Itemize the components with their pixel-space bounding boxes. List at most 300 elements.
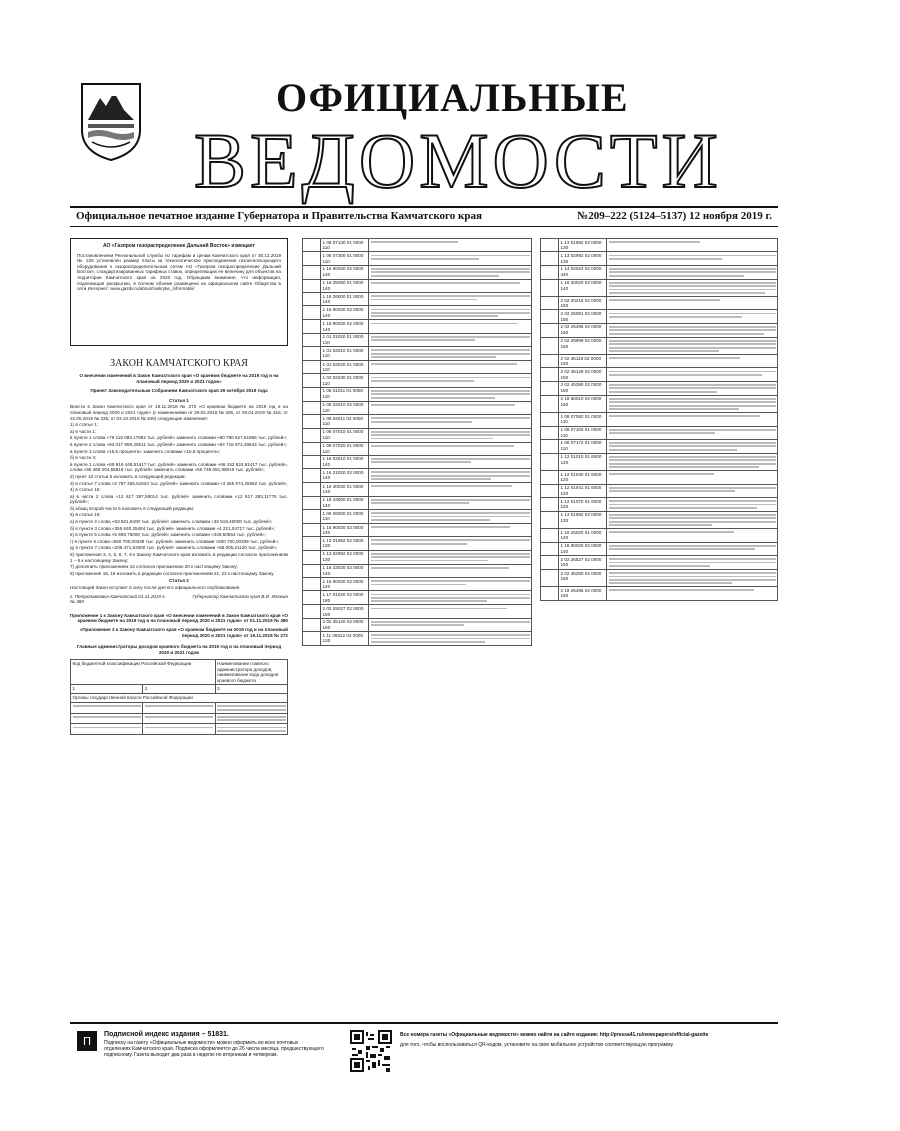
text-line (609, 572, 776, 574)
text-line (371, 526, 511, 528)
income-code-cell: 1 08 06000 01 0000 110 (321, 509, 369, 523)
text-line (371, 560, 489, 562)
table-row (303, 537, 532, 550)
admin-code-cell (303, 469, 321, 483)
text-line (371, 275, 500, 277)
text-line (371, 567, 509, 569)
admin-code-cell (541, 426, 559, 439)
text-line (371, 363, 517, 365)
table-row (303, 483, 532, 496)
table-row (541, 265, 778, 279)
text-line (609, 347, 776, 349)
attachment-3-heading: «Приложение 3 к Закону Камчатского края «О краевом бюджете на 2019 год и на плановый период 2020 и 2021 годов» от 19.11.2018 № 272 (79, 626, 288, 638)
income-code-cell: 2 19 25495 02 0000 150 (559, 587, 607, 600)
income-code-cell: 2 02 25527 02 0000 150 (559, 555, 607, 569)
description-cell (369, 279, 532, 292)
law-item: в пункте 3 слова «16,5 процента» заменить словами «15,8 процента»; (70, 448, 221, 454)
text-line (609, 562, 776, 564)
text-line (609, 579, 776, 581)
admin-code-cell (541, 310, 559, 323)
text-line (371, 309, 530, 311)
text-line (609, 558, 776, 560)
description-cell (607, 471, 778, 484)
admin-code-cell (303, 239, 321, 252)
table-row (541, 239, 778, 252)
description-cell (369, 293, 532, 306)
table-row (303, 320, 532, 333)
text-line (609, 466, 759, 468)
income-code-cell: 2 02 35118 02 0000 150 (559, 355, 607, 368)
admin-code-cell (303, 333, 321, 346)
description-cell (369, 537, 532, 550)
text-line (371, 268, 530, 270)
column-middle (302, 238, 532, 646)
income-code-cell: 1 01 02020 01 0000 110 (321, 361, 369, 374)
notice-heading: АО «Газпром газораспределение Дальний Восток» извещает (103, 243, 255, 249)
table-header-row (71, 660, 288, 685)
income-code-cell: 1 13 02992 02 0000 130 (559, 252, 607, 265)
law-item: 2) пункт 10 статьи 5 изложить в следующей редакции: (70, 473, 186, 479)
income-code-cell: 2 02 35120 02 0000 150 (321, 618, 369, 631)
admin-code-cell (541, 323, 559, 337)
table-row (303, 293, 532, 306)
income-code-cell: 1 08 07100 01 0000 110 (559, 426, 607, 439)
income-code-cell: 1 16 90020 02 0000 140 (321, 523, 369, 536)
income-code-cell: 1 03 02230 01 0000 110 (321, 374, 369, 387)
description-cell (607, 368, 778, 381)
admin-code-cell (303, 347, 321, 361)
text-line (371, 600, 487, 602)
income-code-cell: 1 06 04011 02 0000 110 (321, 415, 369, 428)
admin-code-cell (541, 511, 559, 528)
article-2-heading: Статья 2 (169, 578, 189, 584)
text-line (609, 258, 723, 260)
description-cell (607, 426, 778, 439)
table-row (541, 395, 778, 412)
income-code-cell: 1 12 01010 01 6000 120 (559, 453, 607, 470)
text-line (371, 390, 530, 392)
description-cell (607, 355, 778, 368)
table-row (541, 569, 778, 586)
table-row (541, 453, 778, 470)
table-section: Органы государственной власти Российской Федерации (71, 694, 288, 703)
admin-code-cell (303, 293, 321, 306)
description-cell (607, 484, 778, 497)
admin-code-cell (541, 413, 559, 426)
description-cell (607, 252, 778, 265)
income-code-cell: 1 16 90020 02 0000 140 (321, 306, 369, 320)
income-code-cell: 1 12 01070 01 6000 120 (559, 497, 607, 511)
income-code-cell: 1 13 01992 02 0000 130 (559, 511, 607, 528)
admin-code-cell (303, 496, 321, 509)
text-line (609, 329, 776, 331)
text-line (371, 543, 468, 545)
admin-code-cell (303, 374, 321, 387)
text-line (609, 589, 754, 591)
text-line (371, 594, 530, 596)
admin-code-cell (303, 483, 321, 496)
income-code-cell: 1 16 33020 02 0000 140 (321, 564, 369, 577)
text-line (371, 475, 530, 477)
text-line (371, 323, 519, 325)
income-code-cell: 1 08 07010 01 0000 110 (321, 428, 369, 442)
description-cell (369, 632, 532, 646)
admin-code-cell (541, 587, 559, 600)
income-code-cell: 2 02 25495 02 0000 150 (559, 323, 607, 337)
description-cell (607, 381, 778, 395)
table-row (541, 381, 778, 395)
text-line (371, 434, 530, 436)
masthead-title-top: ОФИЦИАЛЬНЫЕ (276, 75, 629, 120)
text-line (609, 490, 736, 492)
income-code-cell: 1 08 07300 01 0000 110 (321, 252, 369, 265)
description-cell (607, 511, 778, 528)
admin-code-cell (541, 453, 559, 470)
table-header-code: Код бюджетной классификации Российской Федерации (71, 660, 216, 685)
admin-code-cell (541, 368, 559, 381)
table-row (303, 415, 532, 428)
text-line (609, 326, 776, 328)
text-line (371, 315, 498, 317)
law-title: ЗАКОН КАМЧАТСКОГО КРАЯ (110, 358, 248, 369)
description-cell (369, 564, 532, 577)
table-row (541, 555, 778, 569)
text-line (371, 258, 479, 260)
masthead-title-main: ВЕДОМОСТИ (194, 117, 722, 204)
table-row (303, 361, 532, 374)
table-num-1: 1 (71, 684, 143, 693)
description-cell (369, 496, 532, 509)
table-row (303, 523, 532, 536)
text-line (609, 401, 776, 403)
admin-code-cell (541, 239, 559, 252)
text-line (371, 312, 530, 314)
table-row (541, 587, 778, 600)
text-line (371, 641, 485, 643)
admin-code-cell (541, 439, 559, 453)
text-line (371, 608, 508, 610)
table-row (541, 279, 778, 296)
admin-code-cell (303, 537, 321, 550)
law-intro: Внести в Закон Камчатского края от 19.11.2018 № 272 «О краевом бюджете на 2019 год и на плановый период 2020 и 2021 годов» (с изменениями от 26.02.2019 № 306, от 29.04.2019 № 318, от 22.05.2019 № 335, от 03.10.2019 № 349) следующие изменения: (70, 404, 288, 421)
admin-code-cell (303, 605, 321, 618)
signature-block (70, 594, 288, 605)
signature-place: г. Петропавловск-Камчатский 01.11.2019 г. № 380 (70, 593, 166, 605)
table-row (303, 496, 532, 509)
law-item: 5) в статье 19: (70, 512, 101, 518)
income-code-cell: 2 02 25027 02 0000 150 (321, 605, 369, 618)
description-cell (369, 320, 532, 333)
income-code-cell: 1 08 07020 01 0000 110 (321, 442, 369, 455)
admin-code-cell (303, 361, 321, 374)
law-item: в) в пункте 5 слова «5 598,75000 тыс. рублей» заменить словами «449,50554 тыс. рублей»; (70, 532, 266, 538)
description-cell (607, 542, 778, 555)
admin-code-cell (303, 578, 321, 591)
text-line (609, 405, 776, 407)
text-line (609, 285, 776, 287)
text-line (371, 461, 471, 463)
text-line (609, 384, 776, 386)
description-cell (607, 337, 778, 354)
admin-code-cell (303, 523, 321, 536)
law-item: 8) приложения 18, 19 изложить в редакции согласно приложениям 21, 22 к настоящему Закону. (70, 570, 275, 576)
description-cell (369, 387, 532, 401)
text-line (371, 299, 478, 301)
income-code-cell: 1 08 07130 01 0000 110 (321, 239, 369, 252)
text-line (371, 404, 516, 406)
text-line (371, 417, 530, 419)
description-cell (369, 306, 532, 320)
income-code-cell: 1 16 33020 02 0000 140 (559, 279, 607, 296)
admin-code-cell (541, 542, 559, 555)
table-row (303, 509, 532, 523)
description-cell (607, 439, 778, 453)
table-row (303, 374, 532, 387)
article-1-heading: Статья 1 (169, 397, 189, 403)
description-cell (369, 618, 532, 631)
description-cell (369, 333, 532, 346)
income-code-cell: 2 02 25081 02 0000 150 (559, 310, 607, 323)
table-row (303, 239, 532, 252)
income-code-cell: 2 02 20216 02 0000 150 (559, 297, 607, 310)
text-line (609, 507, 758, 509)
admin-code-cell (303, 306, 321, 320)
law-item: 1) в статье 1: (70, 422, 99, 428)
text-line (609, 374, 763, 376)
text-line (609, 415, 761, 417)
text-line (609, 449, 738, 451)
text-line (609, 576, 776, 578)
income-code-cell: 1 16 90020 02 0000 140 (321, 265, 369, 279)
admin-code-cell (303, 564, 321, 577)
text-line (609, 456, 776, 458)
text-line (609, 504, 776, 506)
text-line (371, 516, 530, 518)
description-cell (607, 395, 778, 412)
income-code-cell: 1 01 01020 01 0000 110 (321, 333, 369, 346)
admin-code-cell (541, 484, 559, 497)
description-cell (607, 555, 778, 569)
text-line (609, 299, 721, 301)
text-line (371, 271, 530, 273)
income-code-cell: 1 14 02022 02 0000 440 (559, 265, 607, 279)
admin-code-cell (541, 381, 559, 395)
description-cell (607, 453, 778, 470)
text-line (609, 487, 776, 489)
text-line (609, 429, 776, 431)
income-code-cell: 1 13 02992 02 0000 130 (321, 550, 369, 564)
text-line (609, 313, 776, 315)
table-row (303, 550, 532, 564)
income-code-cell: 2 18 60010 02 0000 150 (559, 395, 607, 412)
text-line (609, 500, 776, 502)
income-code-cell: 1 08 07082 01 0000 110 (559, 413, 607, 426)
text-line (609, 521, 776, 523)
kamchatka-emblem-icon (78, 80, 144, 162)
income-code-cell: 1 06 02010 02 0000 110 (321, 401, 369, 414)
table-row (303, 265, 532, 279)
text-line (609, 343, 776, 345)
law-item: 7) дополнить приложением 15 согласно приложению 20 к настоящему Закону; (70, 564, 238, 570)
description-cell (369, 401, 532, 414)
table-row (303, 333, 532, 346)
law-item: д) в пункте 7 слова «206 471,53300 тыс. рублей» заменить словами «58 005,21120 тыс. рублей»; (70, 545, 278, 551)
law-item: г) в пункте 6 слова «660 700,00339 тыс. рублей» заменить словами «830 700,00339 тыс. рублей»; (70, 538, 280, 544)
text-line (371, 478, 492, 480)
text-line (371, 556, 530, 558)
law-item: 6) приложения 3, 4, 5, 6, 7, 9 к Закону Камчатского края изложить в редакции согласно приложениям 1 – 6 к настоящему Закону; (70, 552, 288, 563)
table-row (303, 442, 532, 455)
description-cell (369, 605, 532, 618)
income-code-cell: 2 02 45390 02 0000 150 (559, 381, 607, 395)
description-cell (607, 569, 778, 586)
admin-code-cell (303, 415, 321, 428)
description-cell (369, 483, 532, 496)
income-code-cell: 1 16 43000 01 0000 140 (321, 496, 369, 509)
text-line (609, 292, 766, 294)
admin-code-cell (303, 509, 321, 523)
admin-code-cell (541, 471, 559, 484)
text-line (609, 357, 741, 359)
table-row (541, 337, 778, 354)
text-line (371, 377, 530, 379)
text-line (609, 289, 776, 291)
admin-code-cell (541, 279, 559, 296)
description-cell (369, 428, 532, 442)
income-code-cell: 1 16 26000 01 0000 140 (321, 293, 369, 306)
description-cell (369, 239, 532, 252)
qr-info-block (400, 1032, 770, 1048)
text-line (609, 432, 716, 434)
text-line (609, 524, 713, 526)
admin-code-cell (541, 252, 559, 265)
admin-code-cell (303, 265, 321, 279)
law-item: а) в части 1: (70, 428, 97, 434)
svg-text:П: П (82, 1035, 92, 1048)
text-line (371, 339, 476, 341)
attachment-1-heading: Приложение 1 к Закону Камчатского края «О внесении изменений в Закон Камчатского края «О краевом бюджете на 2019 год и на плановый период 2020 и 2021 годов» от 01.11.2019 № 380 (70, 612, 288, 624)
text-line (609, 275, 744, 277)
admin-code-cell (303, 401, 321, 414)
subscription-block (76, 1032, 324, 1058)
admin-code-cell (303, 632, 321, 646)
law-subtitle: О внесении изменений в Закон Камчатского края «О краевом бюджете на 2019 год и на плановый период 2020 и 2021 годов» (79, 373, 279, 384)
admin-code-cell (303, 442, 321, 455)
table-row (541, 511, 778, 528)
description-cell (607, 413, 778, 426)
text-line (371, 502, 470, 504)
table-row (303, 469, 532, 483)
law-item: в пункте 1 слова «79 115 083,17882 тыс. рублей» заменить словами «80 780 627,61966 тыс. рублей»; (70, 435, 288, 441)
income-code-cell: 1 16 90020 02 0000 140 (321, 578, 369, 591)
description-cell (369, 374, 532, 387)
description-cell (607, 497, 778, 511)
table-row (303, 564, 532, 577)
admin-code-cell (541, 569, 559, 586)
law-item: а) в пункте 2 слова «63 501,6400 тыс. рублей» заменить словами «32 515,40000 тыс. рублей»; (70, 519, 273, 525)
text-line (371, 255, 530, 257)
text-line (371, 393, 530, 395)
text-line (371, 553, 530, 555)
table-row (303, 279, 532, 292)
law-item: б) абзац второй части 5 изложить в следующей редакции: (70, 505, 195, 511)
admin-code-cell (303, 428, 321, 442)
text-line (371, 356, 497, 358)
table-row (541, 252, 778, 265)
description-cell (369, 252, 532, 265)
text-line (609, 241, 701, 243)
text-line (371, 580, 530, 582)
subscription-index: Подписной индекс издания – 51831. (104, 1031, 229, 1038)
law-item: в пункте 1 слова «65 919 448,51417 тыс. рублей» заменить словами «66 152 824,81417 тыс. рублей», слова «65 468 204,55816 тыс. рублей» заменить словами «65 749 091,85816 тыс. рублей»; (70, 461, 288, 473)
text-line (371, 458, 530, 460)
codes-table-right (540, 238, 778, 601)
subscription-text: Подписку на газету «Официальные ведомости» можно оформить во всех почтовых отделениях Камчатского края. Подписка оформляется до 26 числа месяца, предшествующего подписному. Газета выходит два раза в неделю по вторникам и четвергам. (104, 1040, 324, 1058)
text-line (609, 442, 776, 444)
description-cell (369, 265, 532, 279)
table-section-row (71, 694, 288, 703)
text-line (609, 459, 776, 461)
table-row (541, 471, 778, 484)
notice-body: Постановлением Региональной службы по тарифам и ценам Камчатского края от 30.12.2019 № 226 установлен размер платы за технологическое присоединение газоиспользующего оборудования к газораспределительным сетям АО «Газпром газораспределение Дальний Восток», стандартизированных тарифных ставок, определяющих ее величину для объектов на территории Камчатского края на 2020 год. Обращаем внимание, что информация, подлежащая раскрытию, в полном объеме размещена на официальном сайте Общества в сети Интернет: www.gazdv.ru/about/raskrytie_informatsii/ (77, 252, 281, 292)
qr-code-icon[interactable] (350, 1030, 392, 1072)
description-cell (369, 578, 532, 591)
income-code-cell: 1 12 01041 01 6000 120 (559, 484, 607, 497)
text-line (609, 582, 733, 584)
description-cell (369, 469, 532, 483)
signature-governor: Губернатор Камчатского края В.И. Илюхин (192, 593, 288, 599)
admin-code-cell (541, 497, 559, 511)
table-row (303, 428, 532, 442)
text-line (609, 391, 718, 393)
masthead-rule-bottom (70, 226, 778, 227)
admin-code-cell (303, 550, 321, 564)
table-row (541, 323, 778, 337)
admin-code-cell (541, 555, 559, 569)
text-line (371, 431, 530, 433)
admin-code-cell (303, 591, 321, 605)
description-cell (369, 591, 532, 605)
income-code-cell: 1 11 05022 02 0000 120 (321, 632, 369, 646)
text-line (609, 445, 776, 447)
law-adopted: Принят Законодательным Собранием Камчатского края 29 октября 2019 года (90, 388, 268, 394)
text-line (609, 408, 739, 410)
table-row (541, 439, 778, 453)
admin-code-cell (303, 387, 321, 401)
description-cell (607, 297, 778, 310)
income-code-cell: 2 02 35250 02 0000 150 (559, 569, 607, 586)
description-cell (369, 523, 532, 536)
description-cell (607, 323, 778, 337)
text-line (371, 421, 473, 423)
text-line (371, 349, 530, 351)
table-row (541, 413, 778, 426)
text-line (609, 271, 776, 273)
text-line (371, 397, 495, 399)
income-code-cell: 1 16 03010 01 0000 140 (321, 455, 369, 468)
qr-title: Все номера газеты «Официальные ведомости» можно найти на сайте издания: http://pressa41.ru/newspapers/official-gazette (400, 1032, 709, 1038)
admin-code-cell (303, 455, 321, 468)
description-cell (369, 415, 532, 428)
admin-code-cell (541, 355, 559, 368)
income-code-cell: 1 13 01992 02 0000 130 (559, 239, 607, 252)
income-code-cell: 1 16 21020 02 0000 140 (321, 469, 369, 483)
table-row (541, 368, 778, 381)
income-code-cell: 1 12 01030 01 6000 120 (559, 471, 607, 484)
text-line (609, 387, 776, 389)
text-line (371, 539, 530, 541)
text-line (609, 398, 776, 400)
